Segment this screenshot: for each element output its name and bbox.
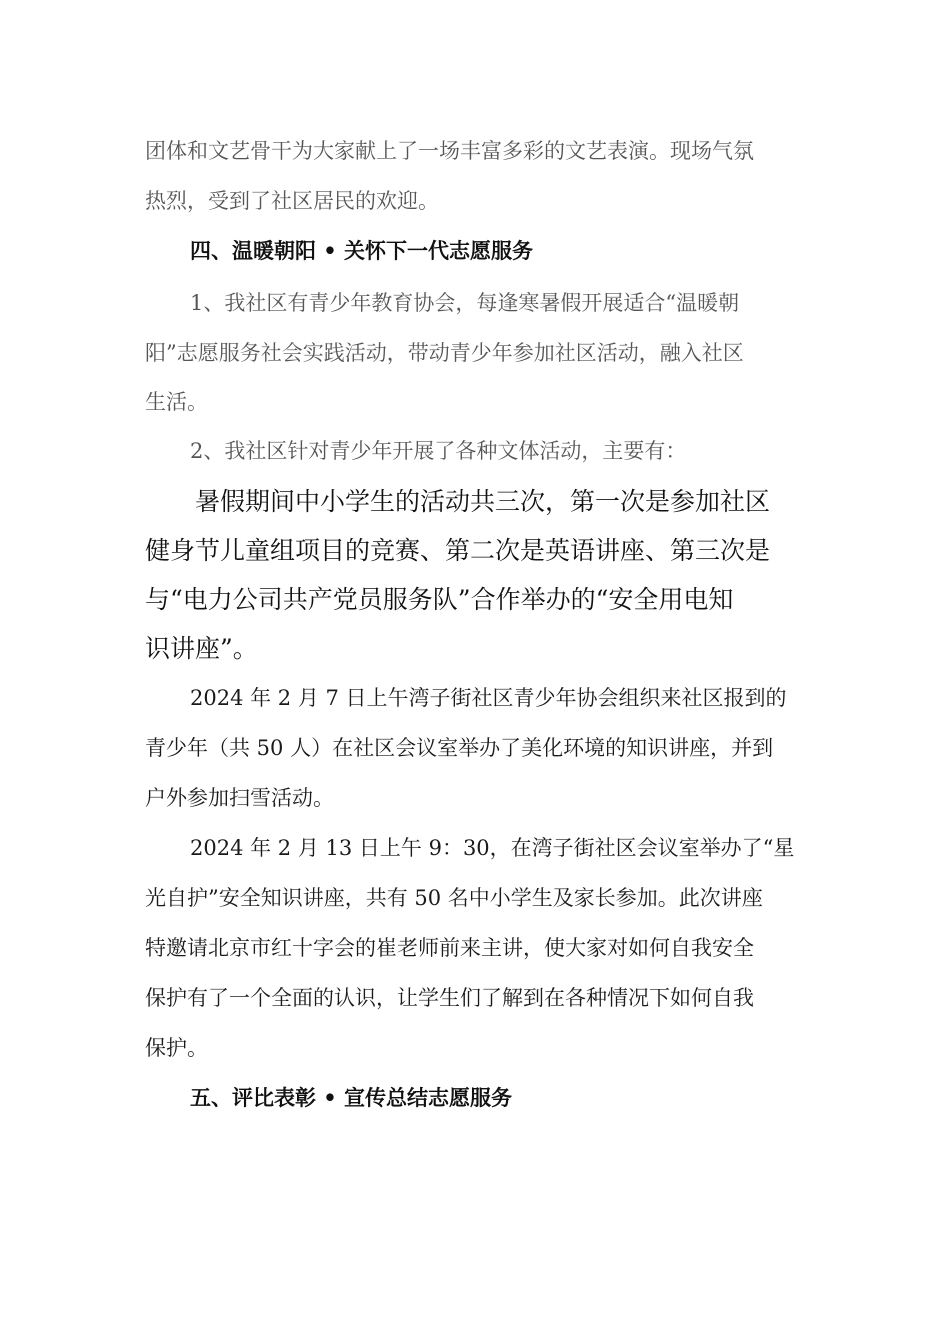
section-heading-4: 四、温暖朝阳 • 关怀下一代志愿服务 [190,238,534,263]
paragraph-line: 健身节儿童组项目的竞赛、第二次是英语讲座、第三次是 [145,536,771,565]
paragraph-line: 2、我社区针对青少年开展了各种文体活动，主要有： [190,439,687,463]
paragraph-line: 暑假期间中小学生的活动共三次，第一次是参加社区 [195,487,771,516]
paragraph-line: 生活。 [145,390,208,414]
paragraph-line: 光自护”安全知识讲座，共有 50 名中小学生及家长参加。此次讲座 [145,886,763,910]
paragraph-line: 团体和文艺骨干为大家献上了一场丰富多彩的文艺表演。现场气氛 [145,139,754,163]
paragraph-line: 户外参加扫雪活动。 [145,786,334,810]
paragraph-line: 与“电力公司共产党员服务队”合作举办的“安全用电知 [145,585,734,614]
paragraph-line: 热烈，受到了社区居民的欢迎。 [145,189,439,213]
paragraph-line: 保护。 [145,1036,208,1060]
paragraph-line: 青少年（共 50 人）在社区会议室举办了美化环境的知识讲座，并到 [145,736,774,760]
paragraph-line: 2024 年 2 月 7 日上午湾子街社区青少年协会组织来社区报到的 [190,686,787,710]
paragraph-line: 1、我社区有青少年教育协会，每逢寒暑假开展适合“温暖朝 [190,291,740,315]
paragraph-line: 特邀请北京市红十字会的崔老师前来主讲，使大家对如何自我安全 [145,936,754,960]
section-heading-5: 五、评比表彰 • 宣传总结志愿服务 [190,1085,513,1110]
paragraph-line: 保护有了一个全面的认识，让学生们了解到在各种情况下如何自我 [145,986,754,1010]
paragraph-line: 阳”志愿服务社会实践活动，带动青少年参加社区活动，融入社区 [145,341,744,365]
paragraph-line: 识讲座”。 [145,634,258,663]
paragraph-line: 2024 年 2 月 13 日上午 9：30，在湾子街社区会议室举办了“星 [190,836,795,860]
